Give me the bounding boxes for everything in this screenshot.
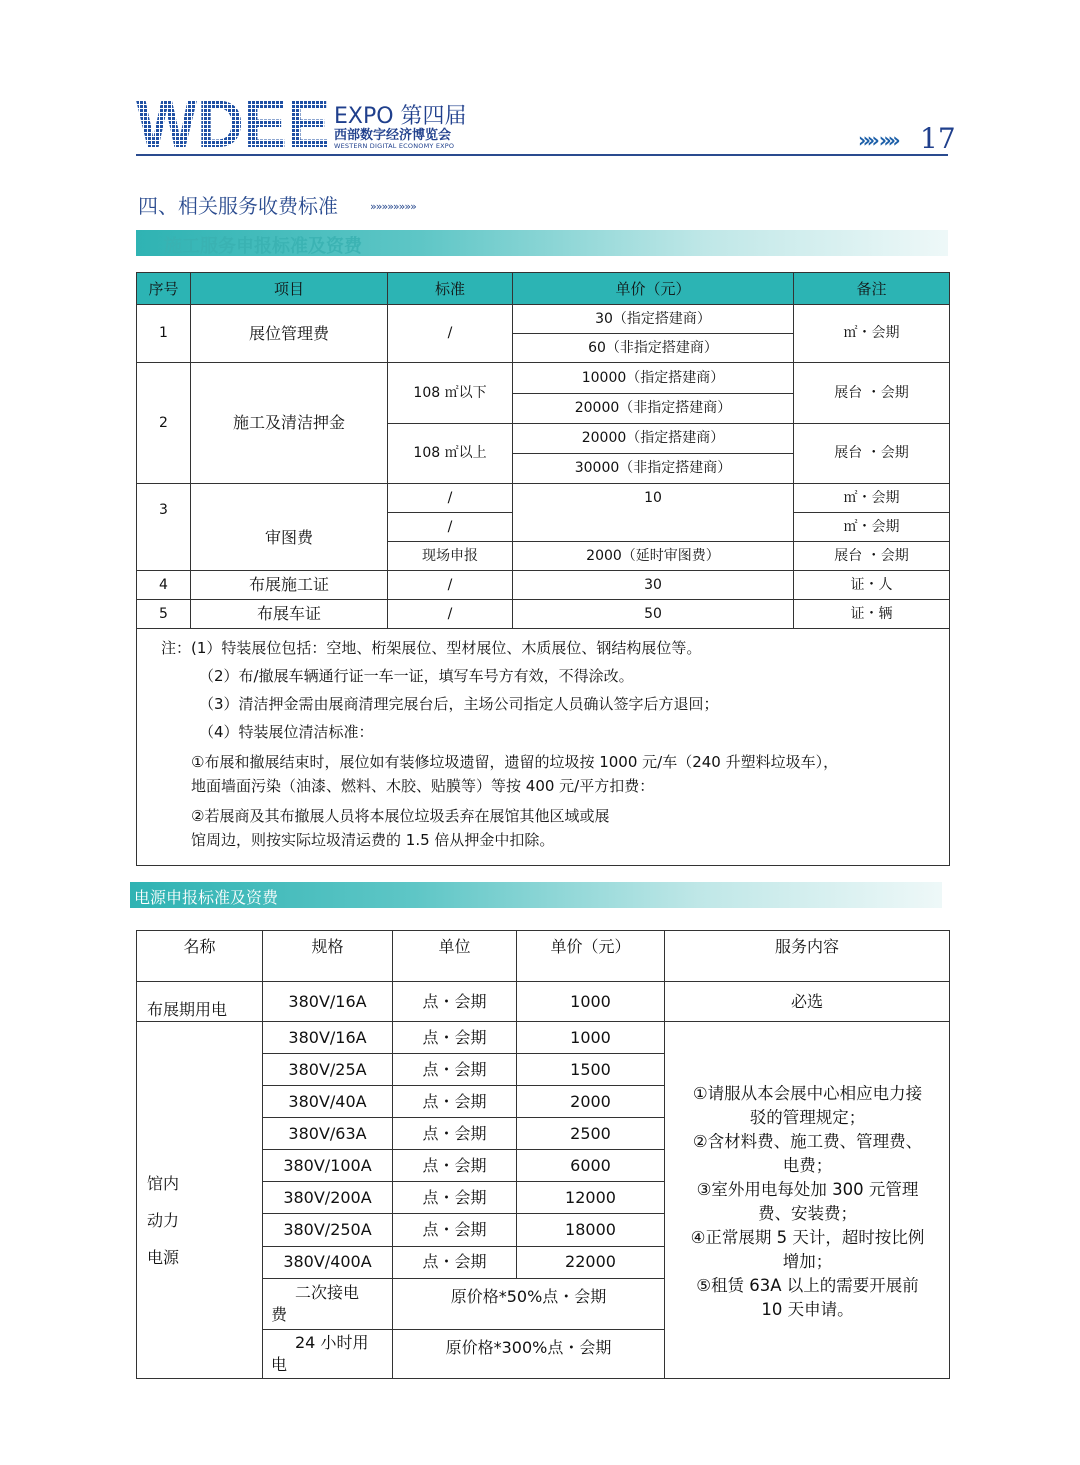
cell-spec: 380V/100A — [263, 1150, 393, 1182]
cell-item: 布展车证 — [191, 600, 388, 629]
service-notes-block — [665, 1022, 949, 1378]
header-rule — [136, 154, 948, 156]
cell-price: 2500 — [517, 1118, 665, 1150]
cell-price: 1000 — [517, 1022, 665, 1054]
cell-price: 20000（非指定搭建商） — [513, 394, 794, 424]
cell-spec-extra — [263, 1329, 393, 1378]
group-name-line: 动力 — [147, 1210, 180, 1230]
cell-unit: 点・会期 — [393, 1150, 517, 1182]
cell-unit: 点・会期 — [393, 1246, 517, 1278]
cell-price: 50 — [513, 600, 794, 629]
cell-note: 展台 ・会期 — [794, 363, 950, 424]
cell-unit: 点・会期 — [393, 1054, 517, 1086]
cell-service-notes — [665, 1022, 950, 1379]
service-line: 费、安装费； — [758, 1204, 857, 1223]
service-line: ③室外用电每处加 300 元管理 — [696, 1180, 919, 1199]
cell-note: ㎡・会期 — [794, 513, 950, 542]
service-line: 驳的管理规定； — [749, 1108, 866, 1127]
cell-item-text: 审图费 — [264, 528, 313, 548]
table-header-row — [137, 931, 950, 982]
cell-spec: 380V/16A — [263, 1022, 393, 1054]
cell-standard: 现场申报 — [388, 542, 513, 571]
cell-spec: 380V/40A — [263, 1086, 393, 1118]
notes-block — [137, 629, 949, 865]
table-row — [137, 600, 950, 629]
band-construction-title: 施工服务申报标准及资费 — [164, 236, 362, 257]
col-header-price: 单价（元） — [517, 931, 665, 982]
spec-line: 二次接电 — [295, 1282, 360, 1302]
cell-note: 展台 ・会期 — [794, 424, 950, 484]
band-power — [130, 882, 942, 908]
cell-price: 30 — [513, 571, 794, 600]
cell-unit: 点・会期 — [393, 1214, 517, 1246]
notes-row — [137, 629, 950, 866]
group-name-line: 馆内 — [147, 1173, 180, 1193]
cell-price: 2000 — [517, 1086, 665, 1118]
cell-item: 展位管理费 — [191, 305, 388, 363]
cell-unit: 点・会期 — [393, 1086, 517, 1118]
logo-wdee-text: WDEE — [136, 93, 330, 151]
band-construction — [136, 230, 948, 256]
service-line: ②含材料费、施工费、管理费、 — [692, 1132, 923, 1151]
cell-spec-extra — [263, 1278, 393, 1329]
cell-extra-price: 原价格*50%点・会期 — [393, 1278, 665, 1329]
cell-spec: 380V/400A — [263, 1246, 393, 1278]
table-row — [137, 305, 950, 334]
cell-note: 展台 ・会期 — [794, 542, 950, 571]
logo-expo-cn: 西部数字经济博览会 — [334, 128, 452, 143]
table-row — [137, 571, 950, 600]
service-line: ⑤租赁 63A 以上的需要开展前 — [696, 1276, 919, 1295]
cell-no-text: 3 — [159, 502, 168, 518]
cell-price: 2000（延时审图费） — [513, 542, 794, 571]
cell-no: 4 — [137, 571, 191, 600]
cell-price: 1500 — [517, 1054, 665, 1086]
service-line: 电费； — [782, 1156, 833, 1175]
table-row — [137, 1022, 950, 1054]
cell-note: ㎡・会期 — [794, 484, 950, 513]
cell-item: 布展施工证 — [191, 571, 388, 600]
note-line: （3）清洁押金需由展商清理完展台后，主场公司指定人员确认签字后方退回； — [199, 695, 719, 713]
notes-cell — [137, 629, 950, 866]
col-header-name: 名称 — [137, 931, 263, 982]
logo-expo-text: EXPO 第四届 — [334, 104, 467, 129]
group-name-line: 电源 — [147, 1247, 180, 1267]
cell-note: 证・人 — [794, 571, 950, 600]
band-power-title: 电源申报标准及资费 — [134, 888, 279, 907]
cell-standard: / — [388, 600, 513, 629]
power-fee-table — [136, 930, 950, 1379]
cell-no: 1 — [137, 305, 191, 363]
col-header-item: 项目 — [191, 273, 388, 305]
col-header-standard: 标准 — [388, 273, 513, 305]
cell-unit: 点・会期 — [393, 1182, 517, 1214]
col-header-no: 序号 — [137, 273, 191, 305]
note-line: ②若展商及其布撤展人员将本展位垃圾丢弃在展馆其他区域或展 — [191, 807, 610, 825]
cell-no: 2 — [137, 363, 191, 484]
spec-line: 24 小时用 — [295, 1332, 369, 1352]
page-number: 17 — [920, 122, 956, 155]
cell-note: ㎡・会期 — [794, 305, 950, 363]
cell-price: 20000（指定搭建商） — [513, 424, 794, 454]
cell-name: 布展期用电 — [137, 982, 263, 1022]
note-line: ①布展和撤展结束时，展位如有装修垃圾遗留，遗留的垃圾按 1000 元/车（240 升塑料垃圾车）， — [191, 753, 839, 771]
cell-spec: 380V/25A — [263, 1054, 393, 1086]
cell-price: 10000（指定搭建商） — [513, 363, 794, 394]
note-line: （2）布/撤展车辆通行证一车一证，填写车号方有效，不得涂改。 — [199, 667, 634, 685]
col-header-unit: 单位 — [393, 931, 517, 982]
page-arrows-icon: »» »» — [858, 128, 897, 152]
cell-spec: 380V/63A — [263, 1118, 393, 1150]
cell-note: 证・辆 — [794, 600, 950, 629]
col-header-note: 备注 — [794, 273, 950, 305]
construction-fee-table — [136, 272, 950, 866]
table-header-row — [137, 273, 950, 305]
cell-item: 施工及清洁押金 — [191, 363, 388, 484]
col-header-service: 服务内容 — [665, 931, 950, 982]
cell-price: 60（非指定搭建商） — [513, 334, 794, 363]
table-row — [137, 363, 950, 394]
col-header-spec: 规格 — [263, 931, 393, 982]
cell-price: 18000 — [517, 1214, 665, 1246]
service-line: 10 天申请。 — [761, 1300, 854, 1319]
spec-line: 费 — [271, 1304, 288, 1324]
wdee-logo — [136, 93, 332, 151]
cell-no: 5 — [137, 600, 191, 629]
logo-expo-en: WESTERN DIGITAL ECONOMY EXPO — [334, 142, 455, 150]
cell-standard: 108 ㎡以上 — [388, 424, 513, 484]
spec-line: 电 — [271, 1354, 288, 1374]
note-line: 地面墙面污染（油漆、燃料、木胶、贴膜等）等按 400 元/平方扣费： — [191, 777, 655, 795]
cell-standard: / — [388, 571, 513, 600]
cell-price: 30（指定搭建商） — [513, 305, 794, 334]
cell-extra-price: 原价格*300%点・会期 — [393, 1329, 665, 1378]
cell-standard: / — [388, 513, 513, 542]
cell-no — [137, 484, 191, 571]
cell-spec: 380V/200A — [263, 1182, 393, 1214]
cell-price: 1000 — [517, 982, 665, 1022]
cell-price: 30000（非指定搭建商） — [513, 454, 794, 484]
cell-service: 必选 — [665, 982, 950, 1022]
cell-standard: 108 ㎡以下 — [388, 363, 513, 424]
section-arrows-icon: »»»»»»»» — [370, 200, 416, 213]
cell-standard: / — [388, 484, 513, 513]
note-line: （4）特装展位清洁标准： — [199, 723, 374, 741]
cell-spec: 380V/16A — [263, 982, 393, 1022]
service-line: 增加； — [782, 1252, 833, 1271]
cell-group-name — [137, 1022, 263, 1379]
cell-price — [513, 484, 794, 542]
cell-price: 6000 — [517, 1150, 665, 1182]
service-line: ④正常展期 5 天计，超时按比例 — [690, 1228, 925, 1247]
cell-spec: 380V/250A — [263, 1214, 393, 1246]
cell-item — [191, 484, 388, 571]
note-line: 注：(1）特装展位包括：空地、桁架展位、型材展位、木质展位、钢结构展位等。 — [161, 639, 702, 657]
cell-price-text: 10 — [644, 490, 662, 506]
note-line: 馆周边，则按实际垃圾清运费的 1.5 倍从押金中扣除。 — [191, 831, 555, 849]
cell-unit: 点・会期 — [393, 982, 517, 1022]
table-row — [137, 484, 950, 513]
service-line: ①请服从本会展中心相应电力接 — [692, 1084, 923, 1103]
col-header-price: 单价（元） — [513, 273, 794, 305]
cell-standard: / — [388, 305, 513, 363]
cell-unit: 点・会期 — [393, 1022, 517, 1054]
cell-unit: 点・会期 — [393, 1118, 517, 1150]
cell-price: 22000 — [517, 1246, 665, 1278]
cell-price: 12000 — [517, 1182, 665, 1214]
section-title: 四、相关服务收费标准 — [138, 194, 338, 218]
table-row — [137, 982, 950, 1022]
